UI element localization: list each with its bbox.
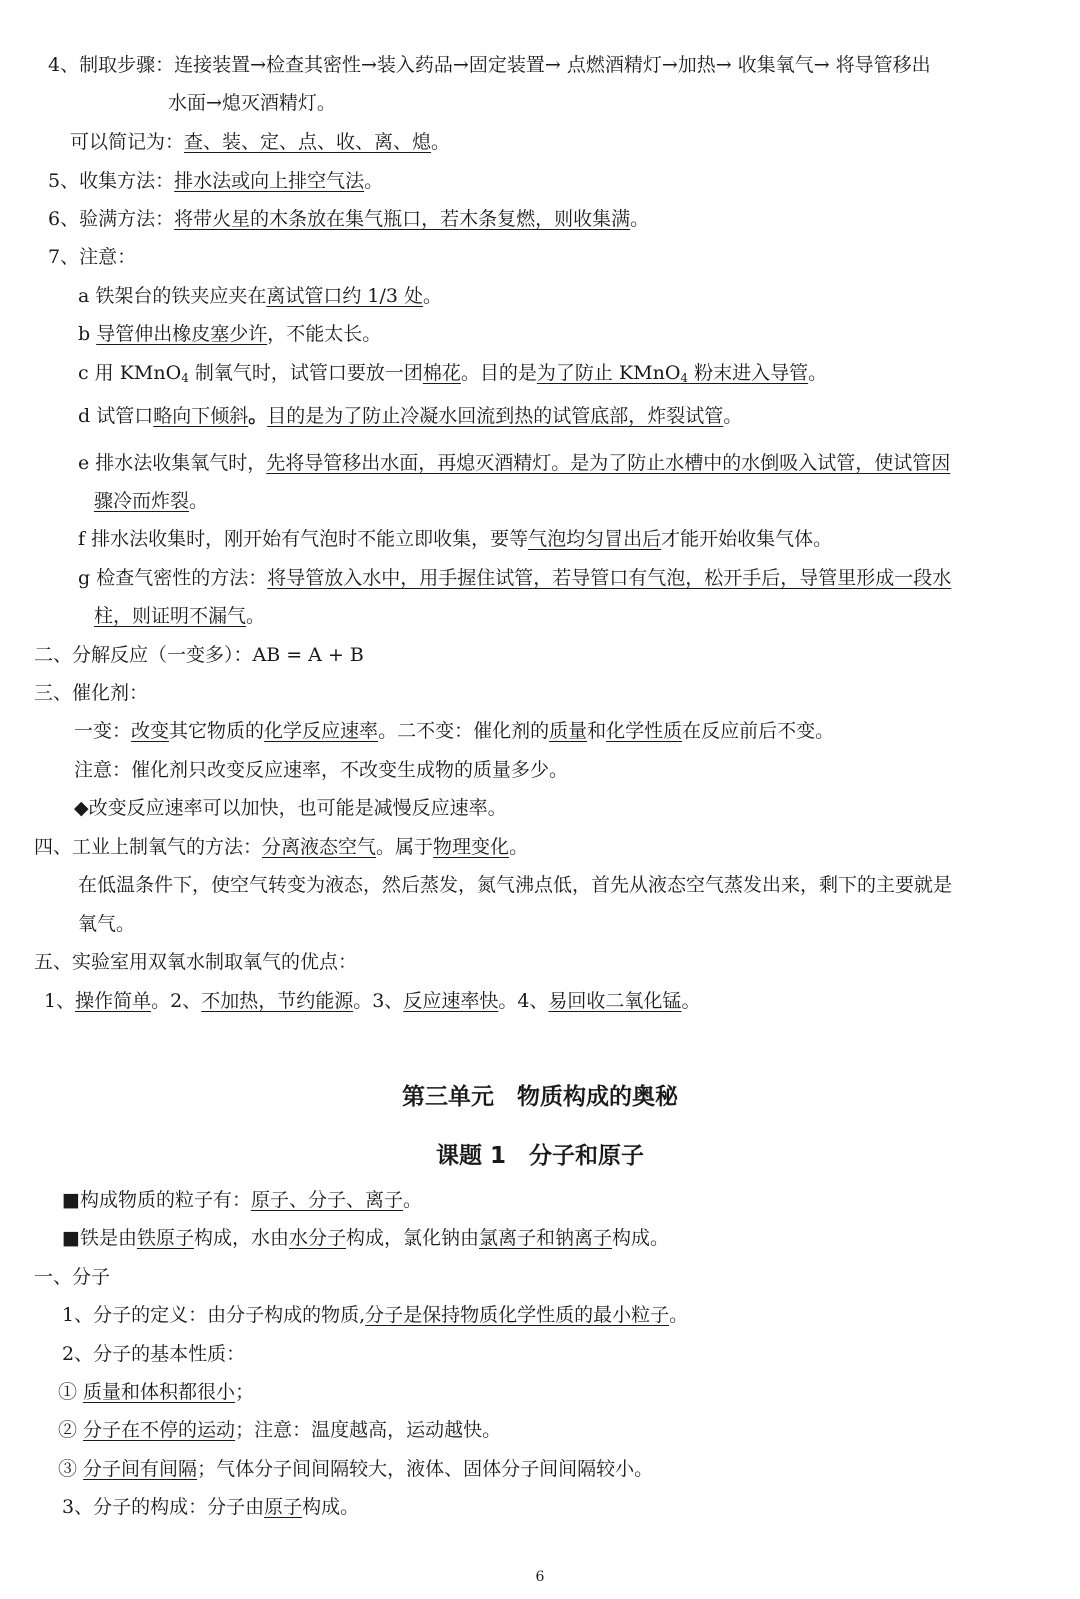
mnemonic-underlined: 查、装、定、点、收、离、熄	[184, 131, 432, 153]
industrial-explanation-cont: 氧气。	[78, 913, 136, 935]
catalyst-definition: 一变：改变其它物质的化学反应速率。二不变：催化剂的质量和化学性质在反应前后不变。	[74, 720, 835, 742]
section-advantages: 五、实验室用双氧水制取氧气的优点：	[34, 951, 358, 973]
step-6-line: 6、验满方法：将带火星的木条放在集气瓶口，若木条复燃，则收集满。	[48, 208, 650, 230]
industrial-explanation: 在低温条件下，使空气转变为液态，然后蒸发，氮气沸点低，首先从液态空气蒸发出来，剩下的主要就是	[78, 874, 953, 896]
property-2: ② 分子在不停的运动；注意：温度越高，运动越快。	[58, 1419, 502, 1441]
note-g: g 检查气密性的方法：将导管放入水中，用手握住试管，若导管口有气泡，松开手后，导管里形成一段水	[78, 567, 952, 589]
note-e-cont: 骤冷而炸裂。	[94, 490, 209, 512]
particles-line: ■构成物质的粒子有：原子、分子、离子。	[62, 1189, 422, 1211]
composition-line: ■铁是由铁原子构成，水由水分子构成，氯化钠由氯离子和钠离子构成。	[62, 1227, 670, 1249]
note-b: b 导管伸出橡皮塞少许，不能太长。	[78, 323, 382, 345]
lesson-title: 课题 1 分子和原子	[435, 1143, 644, 1169]
property-3: ③ 分子间有间隔；气体分子间间隔较大，液体、固体分子间间隔较小。	[58, 1458, 654, 1480]
section-decomposition: 二、分解反应（一变多）：AB = A + B	[34, 644, 364, 666]
note-g-cont: 柱，则证明不漏气。	[94, 605, 266, 627]
catalyst-note: 注意：催化剂只改变反应速率，不改变生成物的质量多少。	[74, 759, 569, 781]
molecule-properties-heading: 2、分子的基本性质：	[62, 1343, 246, 1365]
page-number: 6	[535, 1569, 545, 1585]
section-catalyst: 三、催化剂：	[34, 682, 149, 704]
note-e: e 排水法收集氧气时，先将导管移出水面，再熄灭酒精灯。是为了防止水槽中的水倒吸入试管，使试管因	[78, 452, 951, 474]
step-4-line: 4、制取步骤：连接装置→检查其密性→装入药品→固定装置→ 点燃酒精灯→加热→ 收集氧气→ 将导管移出	[48, 54, 931, 76]
step-4-line-cont: 水面→熄灭酒精灯。	[168, 92, 336, 114]
unit-title: 第三单元 物质构成的奥秘	[402, 1084, 678, 1110]
section-industrial-oxygen: 四、工业上制氧气的方法：分离液态空气。属于物理变化。	[34, 836, 529, 858]
advantages-list: 1、操作简单。2、不加热，节约能源。3、反应速率快。4、易回收二氧化锰。	[44, 990, 701, 1012]
step-7-heading: 7、注意：	[48, 246, 137, 268]
molecule-composition: 3、分子的构成：分子由原子构成。	[62, 1496, 360, 1518]
property-1: ① 质量和体积都很小；	[58, 1381, 255, 1403]
catalyst-rate-note: ◆改变反应速率可以加快，也可能是减慢反应速率。	[74, 797, 507, 819]
note-a: a 铁架台的铁夹应夹在离试管口约 1/3 处。	[78, 285, 443, 307]
note-f: f 排水法收集时，刚开始有气泡时不能立即收集，要等气泡均匀冒出后才能开始收集气体。	[78, 528, 833, 550]
note-d: d 试管口略向下倾斜。目的是为了防止冷凝水回流到热的试管底部，炸裂试管。	[78, 405, 743, 427]
step-5-line: 5、收集方法：排水法或向上排空气法。	[48, 170, 384, 192]
molecule-definition: 1、分子的定义：由分子构成的物质,分子是保持物质化学性质的最小粒子。	[62, 1304, 689, 1326]
mnemonic-line: 可以简记为：查、装、定、点、收、离、熄。	[70, 131, 451, 153]
section-molecule: 一、分子	[34, 1266, 111, 1288]
note-c: c 用 KMnO$_4$ 制氧气时，试管口要放一团棉花。目的是为了防止 KMnO$_4$ 粉末进入导管。	[78, 362, 828, 385]
